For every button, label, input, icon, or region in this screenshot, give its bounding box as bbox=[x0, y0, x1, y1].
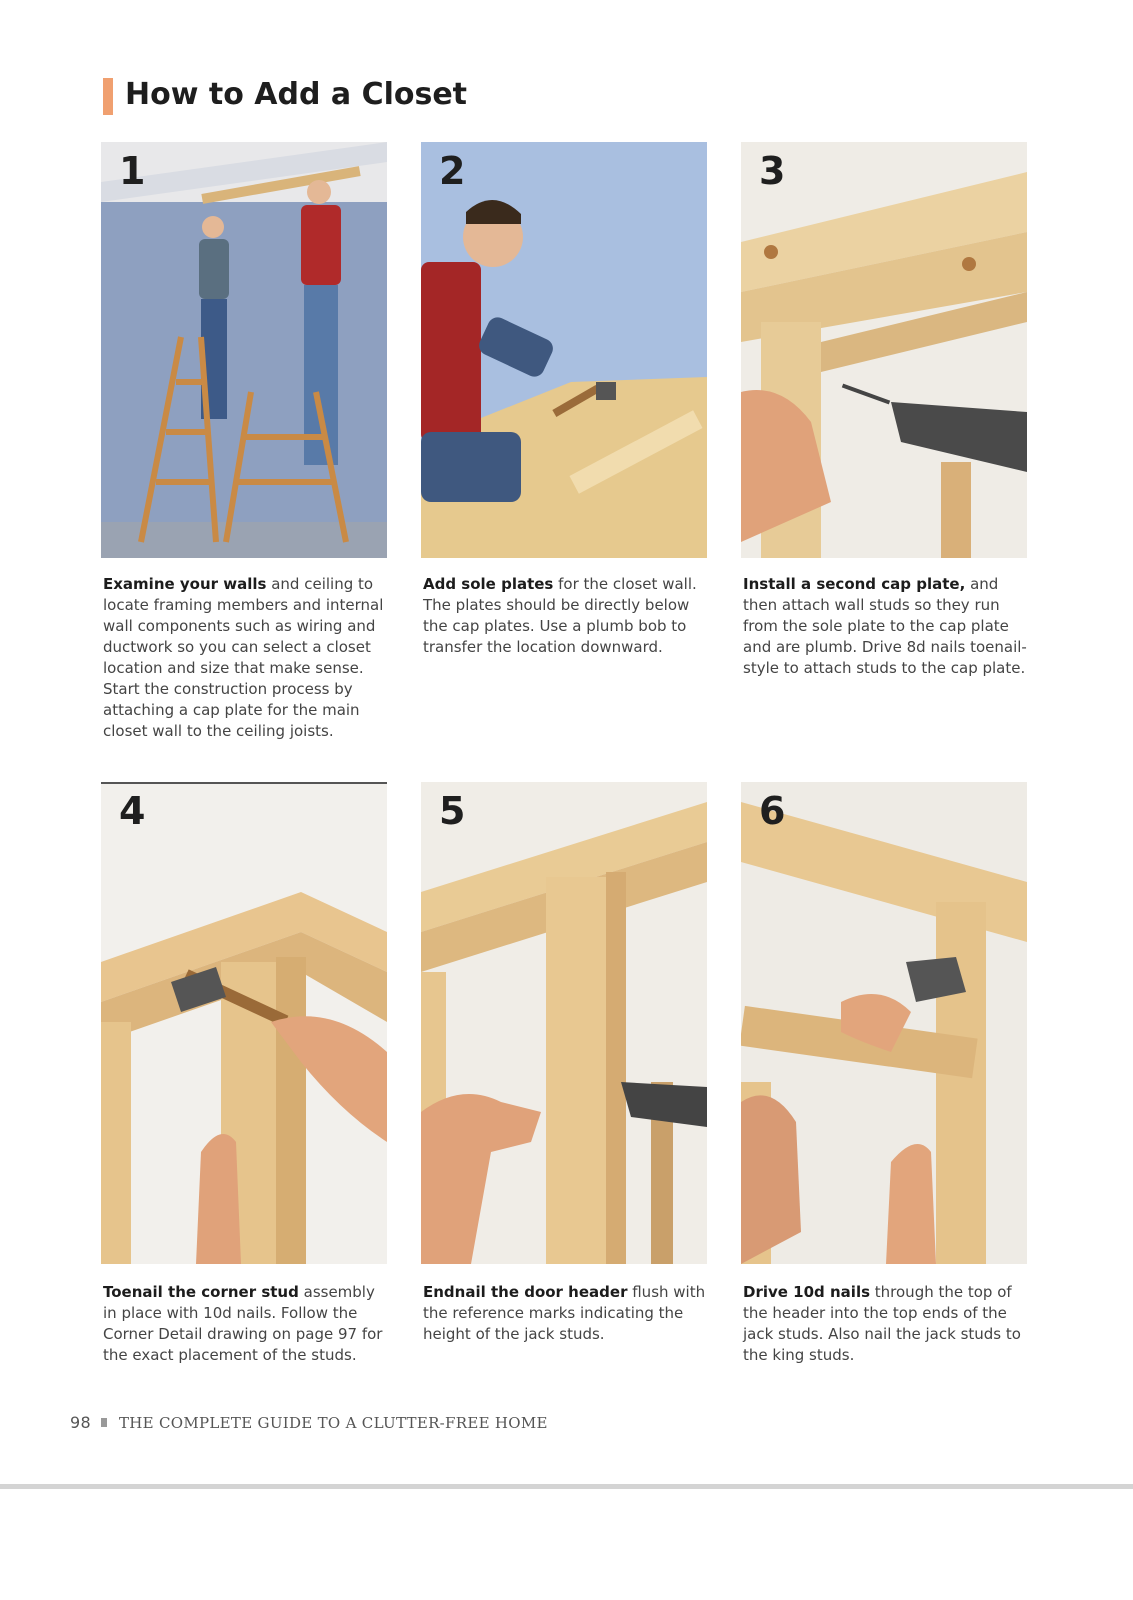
step-2-caption-lead: Add sole plates bbox=[423, 575, 554, 593]
footer-square-icon bbox=[101, 1418, 107, 1427]
step-4-caption bbox=[103, 1282, 393, 1366]
step-6-number: 6 bbox=[759, 789, 786, 833]
step-2-caption bbox=[423, 574, 713, 658]
step-3-caption-lead: Install a second cap plate, bbox=[743, 575, 966, 593]
step-6-caption bbox=[743, 1282, 1033, 1366]
step-2-photo bbox=[421, 142, 707, 558]
step-3-caption bbox=[743, 574, 1033, 679]
step-1-number: 1 bbox=[119, 149, 146, 193]
step-1-caption bbox=[103, 574, 393, 742]
step-5-number: 5 bbox=[439, 789, 466, 833]
step-4-caption-lead: Toenail the corner stud bbox=[103, 1283, 299, 1301]
step-3-number: 3 bbox=[759, 149, 786, 193]
step-5-caption bbox=[423, 1282, 713, 1345]
page-footer bbox=[70, 1413, 548, 1432]
step-6-caption-lead: Drive 10d nails bbox=[743, 1283, 871, 1301]
step-4-number: 4 bbox=[119, 789, 146, 833]
step-6-photo bbox=[741, 782, 1027, 1264]
step-5-caption-text: flush with the reference marks indicating the height of the jack studs. bbox=[423, 1283, 706, 1343]
page-number: 98 bbox=[70, 1413, 91, 1432]
step-1-caption-text: and ceiling to locate framing members and internal wall components such as wiring and ductwork so you can select a closet location and size that make sense. Start the construction process by attaching a cap plate for the main closet wall to the ceiling joists. bbox=[103, 575, 384, 740]
step-6-caption-text: through the top of the header into the top ends of the jack studs. Also nail the jack studs to the king studs. bbox=[743, 1283, 1021, 1364]
step-2-caption-text: for the closet wall. The plates should be directly below the cap plates. Use a plumb bob to transfer the location downward. bbox=[423, 575, 697, 656]
step-3-caption-text: and then attach wall studs so they run from the sole plate to the cap plate and are plumb. Drive 8d nails toenail-style to attach studs to the cap plate. bbox=[743, 575, 1027, 677]
step-3-photo bbox=[741, 142, 1027, 558]
step-2-number: 2 bbox=[439, 149, 466, 193]
book-title: THE COMPLETE GUIDE TO A CLUTTER-FREE HOME bbox=[118, 1414, 548, 1432]
bottom-rule bbox=[0, 1484, 1133, 1489]
step-4-photo bbox=[101, 782, 387, 1264]
step-4-caption-text: assembly in place with 10d nails. Follow the Corner Detail drawing on page 97 for the exact placement of the studs. bbox=[103, 1283, 383, 1364]
step-5-photo bbox=[421, 782, 707, 1264]
title-accent-bar bbox=[103, 78, 113, 115]
page-title: How to Add a Closet bbox=[125, 77, 468, 112]
step-1-photo bbox=[101, 142, 387, 558]
step-5-caption-lead: Endnail the door header bbox=[423, 1283, 628, 1301]
step-1-caption-lead: Examine your walls bbox=[103, 575, 267, 593]
